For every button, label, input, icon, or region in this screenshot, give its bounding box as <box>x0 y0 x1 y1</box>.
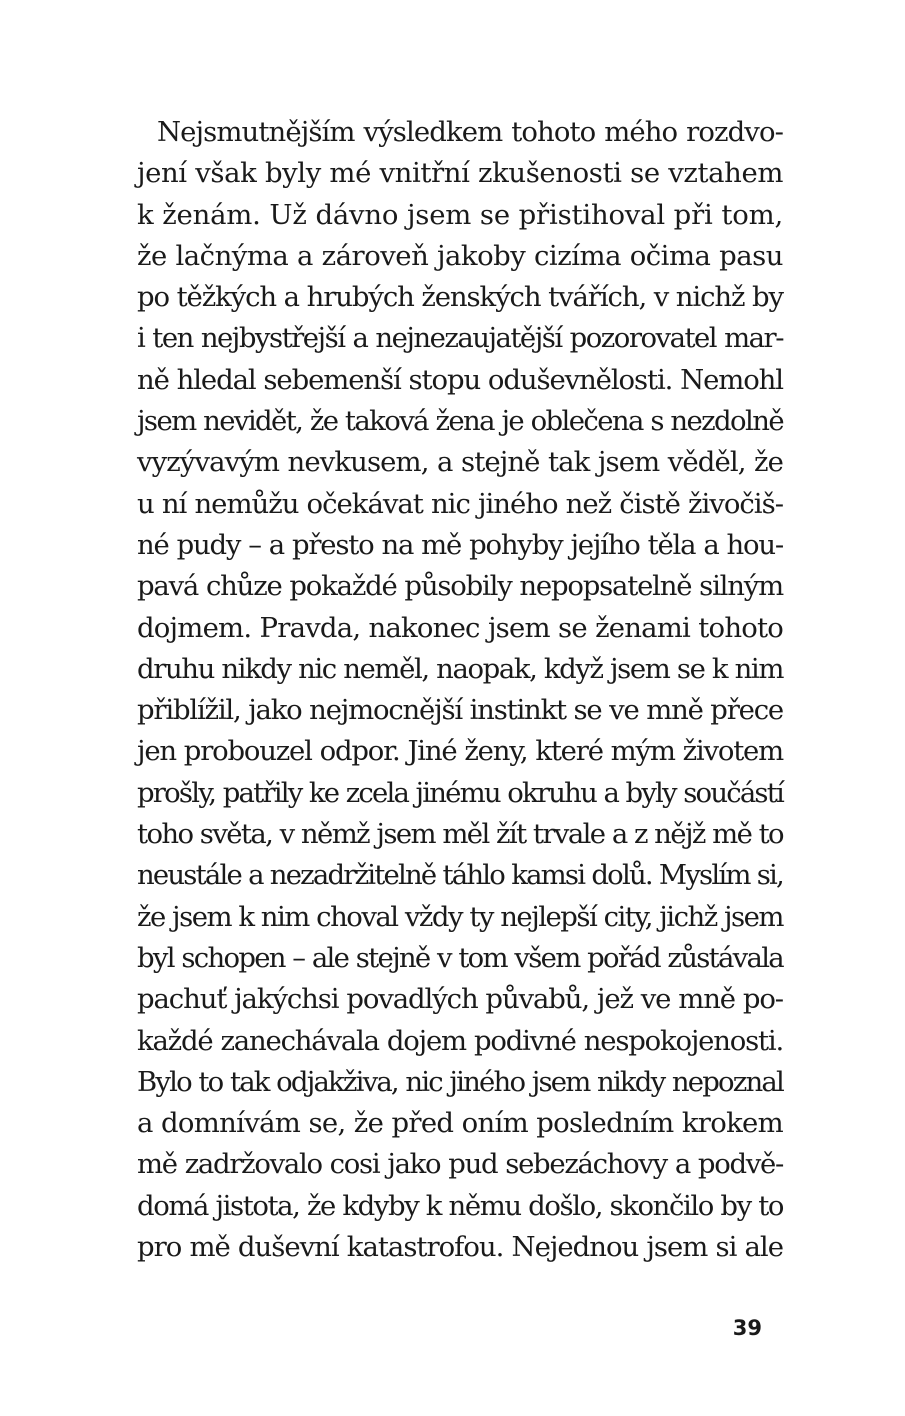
text-line: přiblížil, jako nejmocnější instinkt se ve mně přece <box>137 694 783 727</box>
text-line: domá jistota, že kdyby k němu došlo, skončilo by to <box>137 1189 783 1222</box>
text-line: dojmem. Pravda, nakonec jsem se ženami tohoto <box>137 611 783 644</box>
text-line: né pudy – a přesto na mě pohyby jejího těla a hou- <box>137 528 783 561</box>
text-line: byl schopen – ale stejně v tom všem pořád zůstávala <box>137 941 783 974</box>
text-line: a domnívám se, že před oním posledním krokem <box>137 1107 783 1140</box>
text-line: vyzývavým nevkusem, a stejně tak jsem věděl, že <box>137 446 783 479</box>
text-line: Nejsmutnějším výsledkem tohoto mého rozdvo- <box>157 116 783 148</box>
text-line: druhu nikdy nic neměl, naopak, když jsem se k nim <box>137 652 783 685</box>
text-line: prošly, patřily ke zcela jinému okruhu a byly součástí <box>137 776 783 809</box>
text-line: po těžkých a hrubých ženských tvářích, v nichž by <box>137 281 783 314</box>
text-line: jen probouzel odpor. Jiné ženy, které mým životem <box>137 735 783 768</box>
text-line: že lačnýma a zároveň jakoby cizíma očima pasu <box>137 239 783 272</box>
text-line: i ten nejbystřejší a nejnezaujatější pozorovatel mar- <box>137 322 783 355</box>
text-line: u ní nemůžu očekávat nic jiného než čistě živočiš- <box>137 487 783 520</box>
page-number: 39 <box>732 1316 762 1340</box>
text-line: k ženám. Už dávno jsem se přistihoval při tom, <box>137 198 783 231</box>
text-line: pavá chůze pokaždé působily nepopsatelně silným <box>137 570 783 603</box>
text-line: toho světa, v němž jsem měl žít trvale a z nějž mě to <box>137 818 783 851</box>
text-line: ně hledal sebemenší stopu oduševnělosti. Nemohl <box>137 363 783 396</box>
text-line: mě zadržovalo cosi jako pud sebezáchovy a podvě- <box>137 1148 783 1181</box>
text-line: pachuť jakýchsi povadlých půvabů, jež ve mně po- <box>137 983 783 1016</box>
text-line: pro mě duševní katastrofou. Nejednou jsem si ale <box>137 1231 783 1264</box>
text-line: jsem nevidět, že taková žena je oblečena s nezdolně <box>137 405 783 438</box>
body-text <box>137 112 783 1268</box>
text-line: Bylo to tak odjakživa, nic jiného jsem nikdy nepoznal <box>137 1065 783 1098</box>
text-line: že jsem k nim choval vždy ty nejlepší city, jichž jsem <box>137 900 783 933</box>
text-line: jení však byly mé vnitřní zkušenosti se vztahem <box>137 157 783 190</box>
text-line: neustále a nezadržitelně táhlo kamsi dolů. Myslím si, <box>137 859 783 892</box>
text-line: každé zanechávala dojem podivné nespokojenosti. <box>137 1024 783 1057</box>
